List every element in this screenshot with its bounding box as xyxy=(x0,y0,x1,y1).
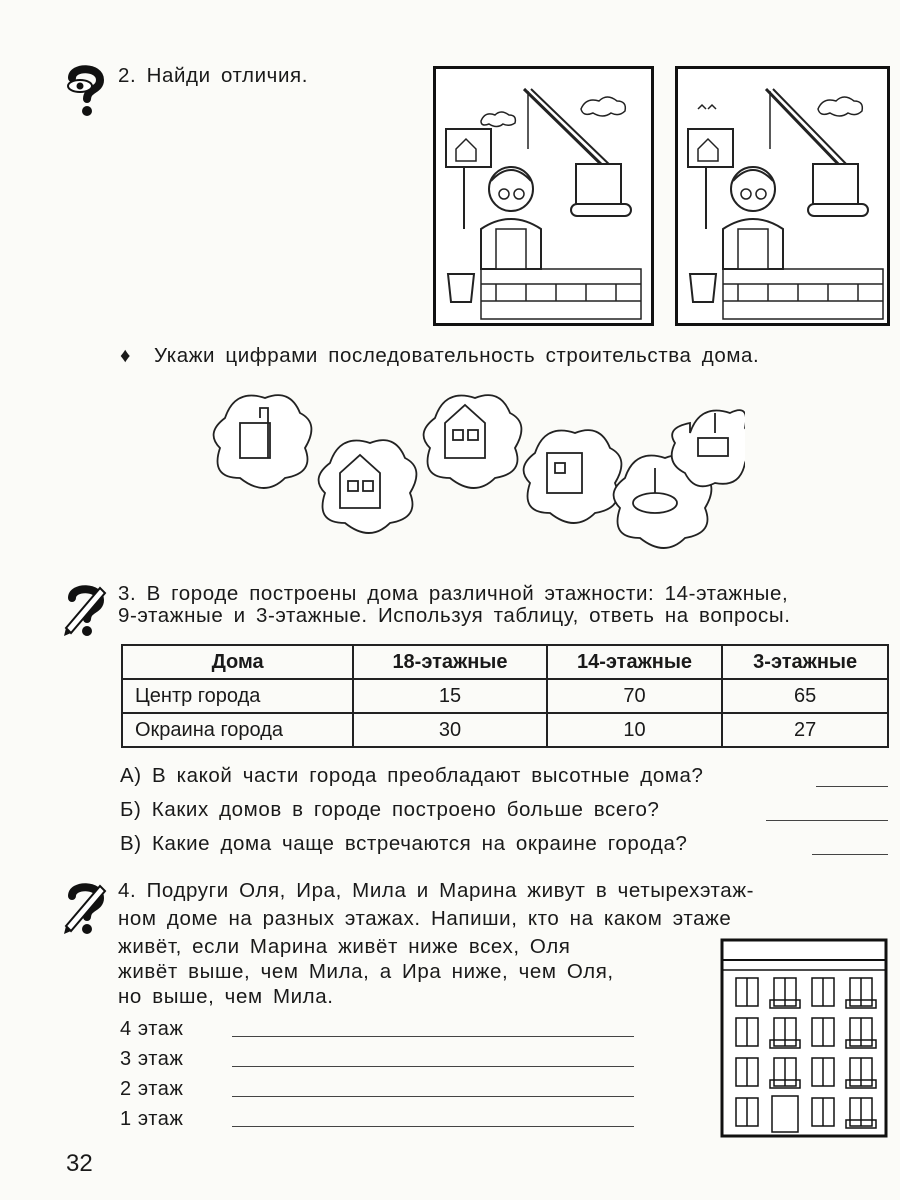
table-header: 18-этажные xyxy=(353,645,546,679)
task3-intro-line1: 3. В городе построены дома различной этажности: 14-этажные, xyxy=(118,582,789,605)
task4-line1: 4. Подруги Оля, Ира, Мила и Марина живут в четырехэтаж- xyxy=(118,879,755,902)
question-c: В) Какие дома чаще встречаются на окраине города? xyxy=(120,832,688,855)
task3-intro-line2: 9-этажные и 3-этажные. Используя таблицу, ответь на вопросы. xyxy=(118,604,791,627)
construction-picture-right xyxy=(675,66,890,326)
table-cell: 30 xyxy=(353,713,546,747)
question-b: Б) Каких домов в городе построено больше всего? xyxy=(120,798,660,821)
four-storey-building-illustration xyxy=(720,938,888,1138)
floor-3-label: 3 этаж xyxy=(120,1048,184,1070)
task4-line2: ном доме на разных этажах. Напиши, кто на каком этаже xyxy=(118,907,732,930)
builder-crane-illustration xyxy=(678,69,887,323)
floor-2-answer-line[interactable] xyxy=(232,1096,634,1097)
cloud-house-walls xyxy=(214,395,312,488)
table-row xyxy=(122,713,888,747)
answer-line-b[interactable] xyxy=(766,820,888,821)
table-cell: 15 xyxy=(353,679,546,713)
table-cell: 10 xyxy=(547,713,723,747)
task4-line3: живёт, если Марина живёт ниже всех, Оля xyxy=(118,935,571,958)
cloud-house-with-roof xyxy=(319,440,417,533)
cloud-house-box xyxy=(524,430,622,523)
answer-line-a[interactable] xyxy=(816,786,888,787)
table-cell: 27 xyxy=(722,713,888,747)
floor-1-label: 1 этаж xyxy=(120,1108,184,1130)
page-number: 32 xyxy=(66,1150,93,1177)
task2-instruction: Укажи цифрами последовательность строительства дома. xyxy=(154,344,760,367)
table-header-row xyxy=(122,645,888,679)
floor-4-label: 4 этаж xyxy=(120,1018,184,1040)
floor-2-label: 2 этаж xyxy=(120,1078,184,1100)
table-row-label: Окраина города xyxy=(122,713,353,747)
construction-sequence-clouds xyxy=(205,378,745,558)
table-cell: 70 xyxy=(547,679,723,713)
builder-crane-illustration xyxy=(436,69,651,323)
question-eye-icon xyxy=(60,62,110,118)
answer-line-c[interactable] xyxy=(812,854,888,855)
table-row xyxy=(122,679,888,713)
table-header: 3-этажные xyxy=(722,645,888,679)
table-header: Дома xyxy=(122,645,353,679)
task4-line5: но выше, чем Мила. xyxy=(118,985,334,1008)
question-pencil-icon xyxy=(60,582,110,638)
question-a: А) В какой части города преобладают высотные дома? xyxy=(120,764,704,787)
cloud-house-roof-frame xyxy=(424,395,522,488)
floor-1-answer-line[interactable] xyxy=(232,1126,634,1127)
table-header: 14-этажные xyxy=(547,645,723,679)
table-cell: 65 xyxy=(722,679,888,713)
bullet-diamond: ♦ xyxy=(120,344,132,367)
task4-line4: живёт выше, чем Мила, а Ира ниже, чем Оля, xyxy=(118,960,614,983)
floor-4-answer-line[interactable] xyxy=(232,1036,634,1037)
question-pencil-icon xyxy=(60,880,110,936)
construction-picture-left xyxy=(433,66,654,326)
buildings-table xyxy=(121,644,889,748)
floor-3-answer-line[interactable] xyxy=(232,1066,634,1067)
table-row-label: Центр города xyxy=(122,679,353,713)
task2-title: 2. Найди отличия. xyxy=(118,64,308,87)
